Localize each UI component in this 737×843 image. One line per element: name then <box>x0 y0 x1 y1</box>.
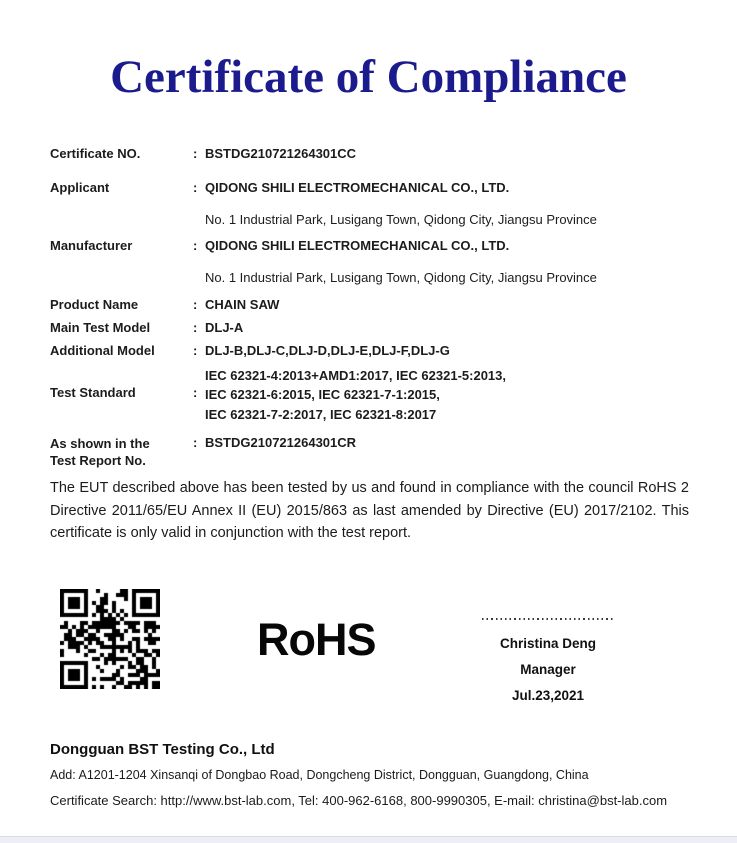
field-value: BSTDG210721264301CC <box>205 146 357 161</box>
certificate-title: Certificate of Compliance <box>110 51 627 103</box>
field-row-certificate-no <box>50 146 356 162</box>
test-standard-line: IEC 62321-7-2:2017, IEC 62321-8:2017 <box>205 406 437 422</box>
field-label-line: Test Report No. <box>50 453 146 468</box>
signer-name: Christina Deng <box>499 636 596 651</box>
qr-code <box>60 589 160 689</box>
field-label: Additional Model <box>50 343 155 358</box>
field-value <box>205 366 506 424</box>
footer-address: Add: A1201-1204 Xinsanqi of Dongbao Road, Dongcheng District, Dongguan, Guangdong, China <box>50 768 589 782</box>
signature-date: Jul.23,2021 <box>511 688 585 703</box>
compliance-paragraph: The EUT described above has been tested by us and found in compliance with the council RoHS 2 Directive 2011/65/EU Annex II (EU) 2015/863 as last amended by Directive (EU) 2017/2102. This certificate is only valid in conjunction with the test report. <box>50 480 689 542</box>
signature-dotted-line <box>482 618 614 620</box>
field-colon: : <box>193 385 198 400</box>
field-label <box>50 435 193 469</box>
test-standard-line: IEC 62321-6:2015, IEC 62321-7-1:2015, <box>205 387 440 403</box>
field-colon: : <box>193 320 198 335</box>
field-row-test-report-no <box>50 435 356 469</box>
field-label: Manufacturer <box>50 238 133 253</box>
field-value: DLJ-B,DLJ-C,DLJ-D,DLJ-E,DLJ-F,DLJ-G <box>205 343 450 358</box>
field-colon: : <box>193 435 198 450</box>
field-label: Test Standard <box>50 385 136 400</box>
field-row-additional-model <box>50 343 450 359</box>
field-row-test-standard <box>50 366 506 424</box>
footer-certificate-search: Certificate Search: http://www.bst-lab.com, Tel: 400-962-6168, 800-9990305, E-mail: christina@bst-lab.com <box>50 793 668 808</box>
field-value: QIDONG SHILI ELECTROMECHANICAL CO., LTD. <box>205 238 510 253</box>
field-value: QIDONG SHILI ELECTROMECHANICAL CO., LTD. <box>205 180 510 195</box>
field-colon: : <box>193 180 198 195</box>
field-colon: : <box>193 146 198 161</box>
field-value: CHAIN SAW <box>205 297 280 312</box>
rohs-logo: RoHS <box>257 614 376 665</box>
bottom-edge-bar <box>0 836 737 843</box>
field-row-manufacturer <box>50 238 509 254</box>
field-colon: : <box>193 297 198 312</box>
field-colon: : <box>193 343 198 358</box>
field-value: BSTDG210721264301CR <box>205 435 357 450</box>
field-label: Main Test Model <box>50 320 151 335</box>
signature-block <box>468 618 628 709</box>
field-row-applicant <box>50 180 509 196</box>
manufacturer-address: No. 1 Industrial Park, Lusigang Town, Qidong City, Jiangsu Province <box>205 270 597 285</box>
field-label: Certificate NO. <box>50 146 141 161</box>
applicant-address: No. 1 Industrial Park, Lusigang Town, Qidong City, Jiangsu Province <box>205 212 597 227</box>
signer-role: Manager <box>520 662 576 677</box>
footer-company-name: Dongguan BST Testing Co., Ltd <box>50 741 275 758</box>
field-label-line: As shown in the <box>50 436 150 451</box>
field-label: Product Name <box>50 297 139 312</box>
test-standard-line: IEC 62321-4:2013+AMD1:2017, IEC 62321-5:2013, <box>205 368 506 383</box>
field-row-product-name <box>50 297 279 313</box>
field-label: Applicant <box>50 180 110 195</box>
field-value: DLJ-A <box>205 320 244 335</box>
field-colon: : <box>193 238 198 253</box>
field-row-main-test-model <box>50 320 243 336</box>
